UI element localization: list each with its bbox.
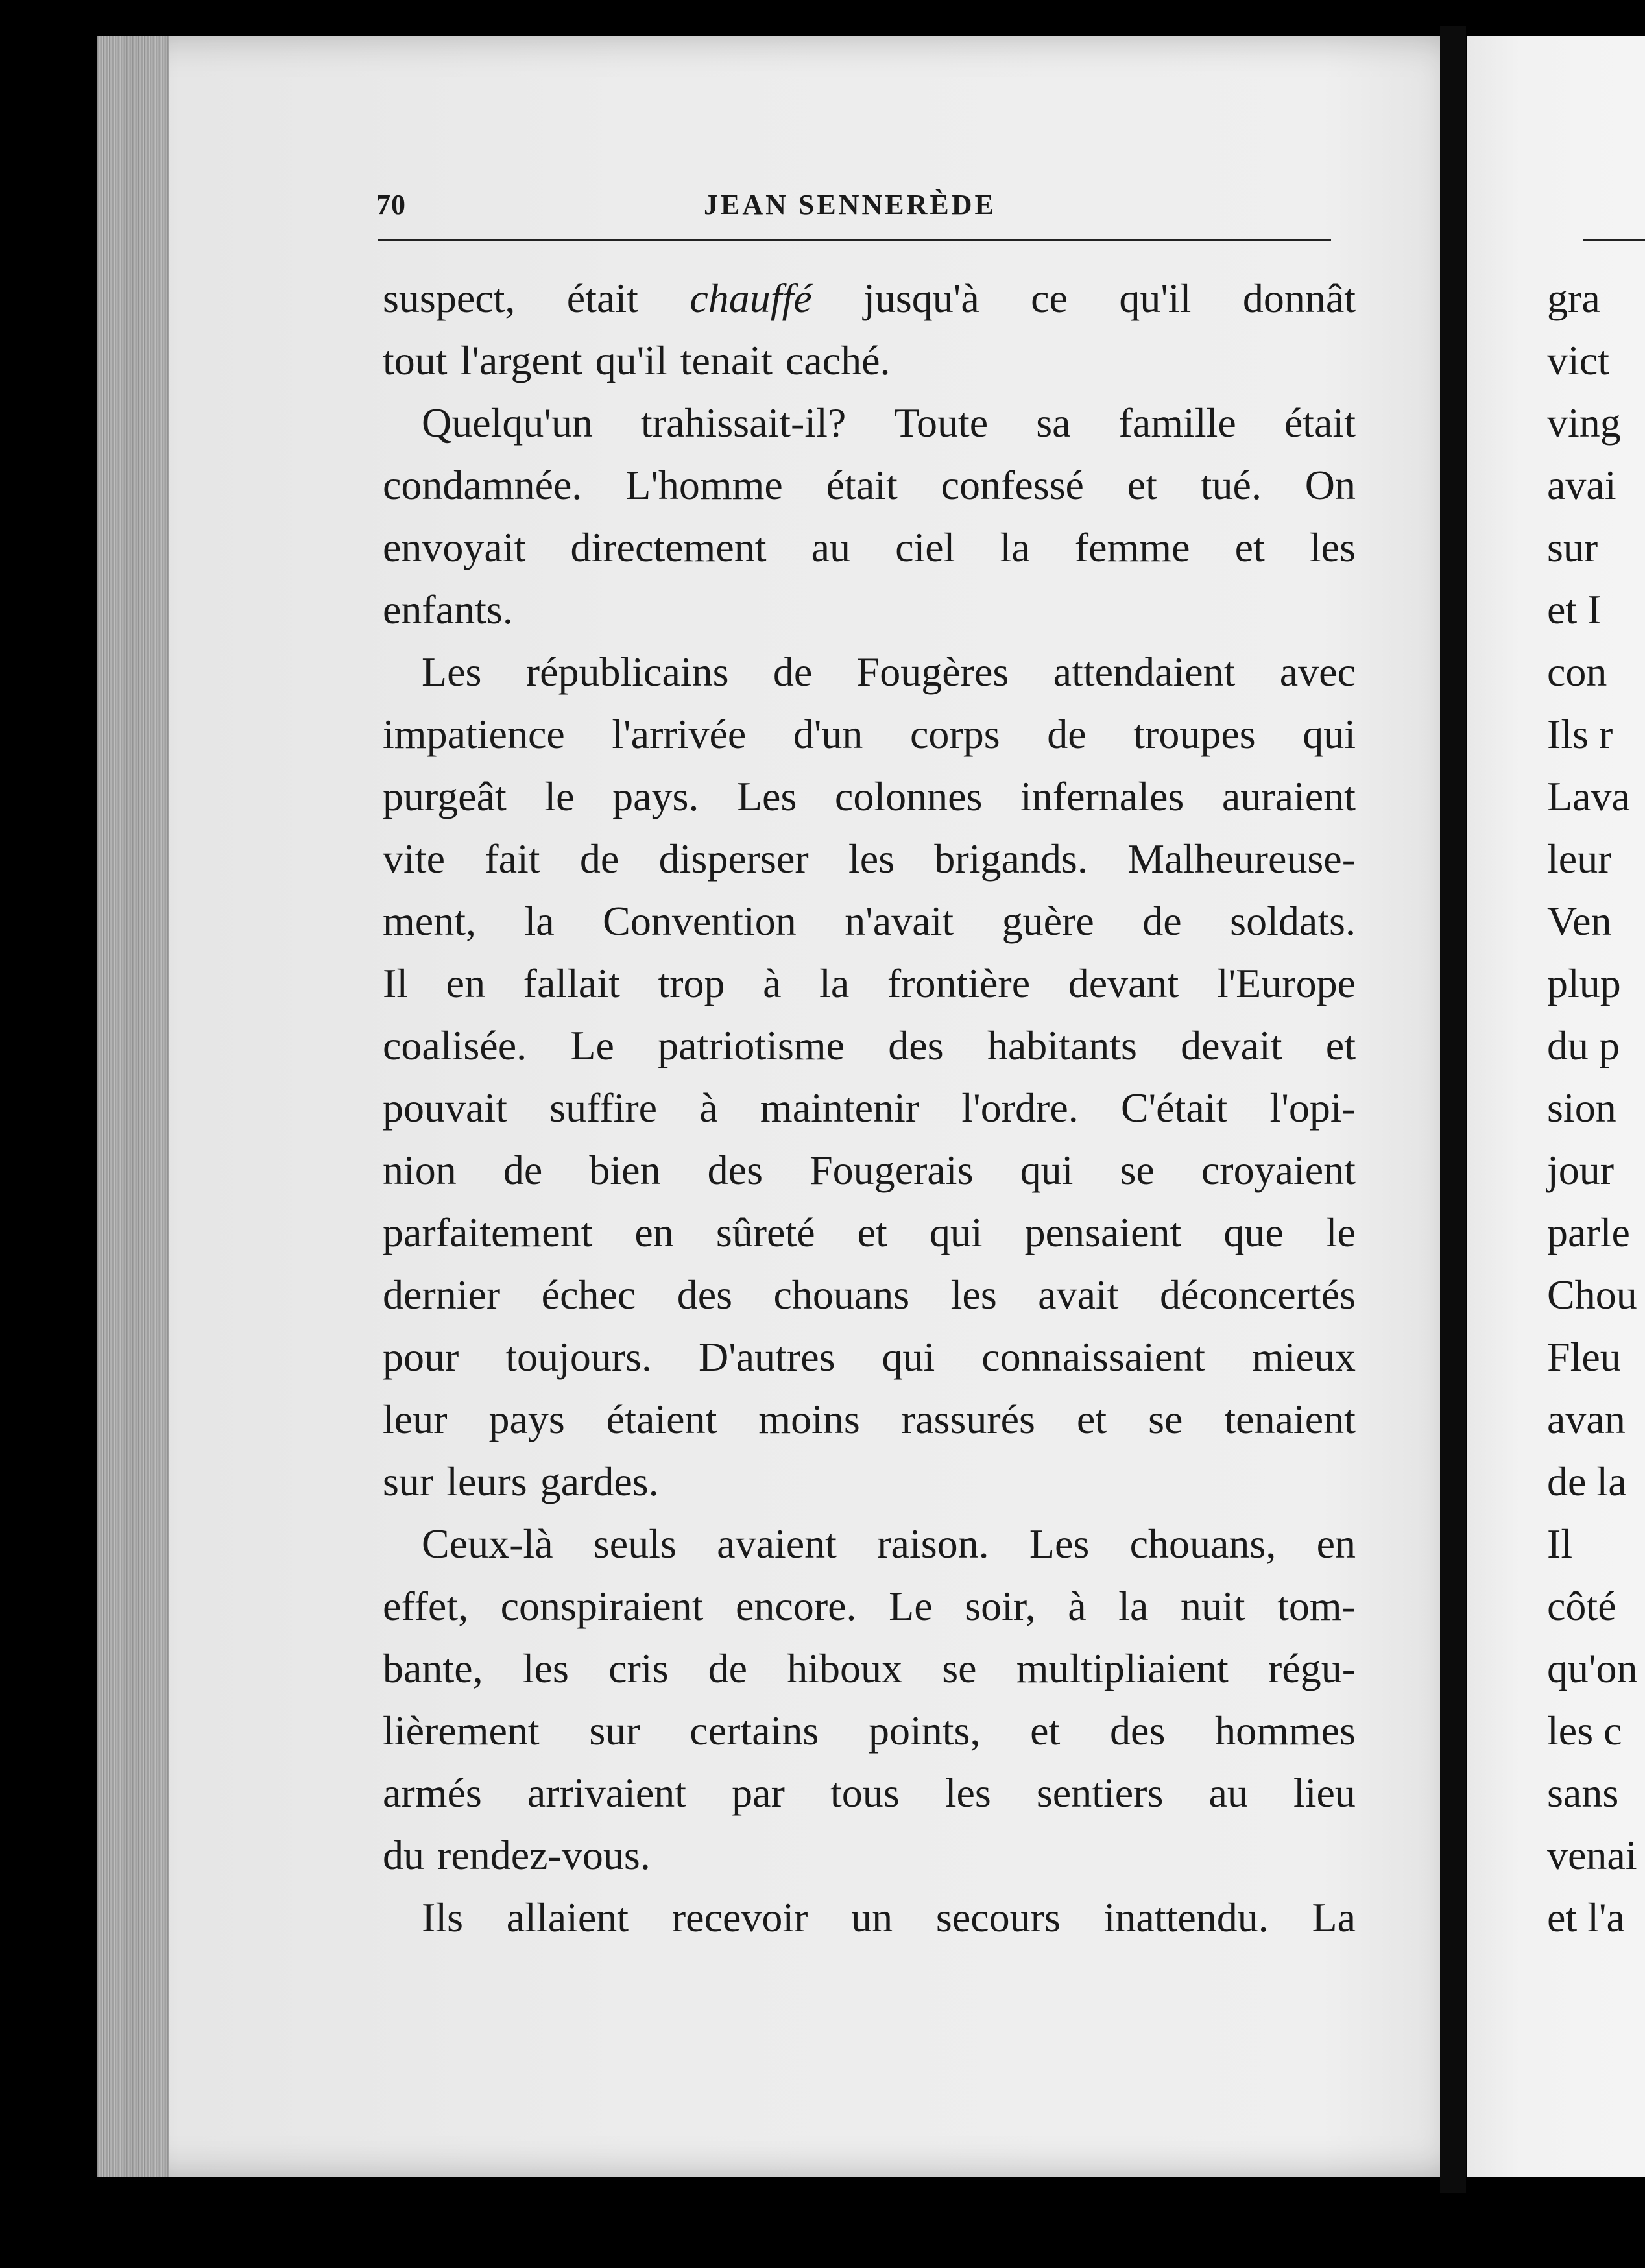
word: Malheureuse-: [1127, 836, 1356, 882]
text-line: [383, 641, 1356, 703]
word: conspiraient: [500, 1583, 704, 1629]
word: qui: [1020, 1147, 1074, 1193]
word: par: [732, 1770, 785, 1816]
word: jusqu'à: [863, 275, 979, 321]
word: pour: [383, 1334, 459, 1380]
word: au: [1208, 1770, 1248, 1816]
text-line: [383, 1077, 1356, 1139]
header-rule: [378, 239, 1331, 241]
word: auraient: [1221, 773, 1356, 819]
word: nuit: [1180, 1583, 1245, 1629]
word: régu-: [1267, 1645, 1356, 1691]
word: et: [1325, 1022, 1356, 1068]
word: et: [1030, 1707, 1061, 1754]
word: Ceux-là: [422, 1521, 553, 1567]
text-line: [383, 1388, 1356, 1451]
word: les: [944, 1770, 991, 1816]
word: sentiers: [1036, 1770, 1164, 1816]
word: pouvait: [383, 1085, 507, 1131]
word: l'opi-: [1269, 1085, 1356, 1131]
word: brigands.: [934, 836, 1088, 882]
word: ment,: [383, 898, 476, 944]
word: étaient: [606, 1396, 717, 1442]
word: et: [1127, 462, 1157, 508]
word: pensaient: [1024, 1209, 1182, 1255]
word: Fougères: [856, 649, 1009, 695]
word: à: [763, 960, 782, 1006]
word: lieu: [1293, 1770, 1356, 1816]
word: et: [1234, 524, 1265, 570]
word: devant: [1068, 960, 1179, 1006]
text-line: [383, 703, 1356, 766]
right-header-rule: [1583, 239, 1645, 241]
word: la: [1118, 1583, 1149, 1629]
word: parfaitement: [383, 1209, 593, 1255]
right-page-fragment: sans: [1547, 1770, 1619, 1816]
word: et: [857, 1209, 887, 1255]
word: croyaient: [1201, 1147, 1356, 1193]
word: enfants.: [383, 586, 513, 633]
right-page-fragment: vict: [1547, 337, 1609, 383]
right-page-fragment: qu'on: [1547, 1645, 1638, 1691]
word: certains: [690, 1707, 819, 1754]
word: ce: [1031, 275, 1068, 321]
text-line: [383, 1201, 1356, 1264]
word: de: [773, 649, 813, 695]
word: tenait: [680, 337, 773, 383]
word: la: [524, 898, 555, 944]
word: armés: [383, 1770, 482, 1816]
word: Les: [736, 773, 797, 819]
word: allaient: [506, 1894, 629, 1940]
word: pays.: [612, 773, 699, 819]
word: Les: [422, 649, 482, 695]
word: bante,: [383, 1645, 483, 1691]
word: à: [1068, 1583, 1087, 1629]
word: lièrement: [383, 1707, 540, 1754]
word: était: [1284, 400, 1356, 446]
word: frontière: [887, 960, 1031, 1006]
word: fait: [485, 836, 540, 882]
word: Toute: [894, 400, 989, 446]
running-title: JEAN SENNERÈDE: [704, 189, 996, 221]
word: corps: [910, 711, 1000, 757]
right-page-fragment: leur: [1547, 836, 1612, 882]
right-page-fragment: sion: [1547, 1085, 1616, 1131]
word: des: [888, 1022, 944, 1068]
word: les: [1309, 524, 1356, 570]
word: gardes.: [540, 1458, 659, 1504]
text-line: [383, 1700, 1356, 1762]
word: en: [446, 960, 486, 1006]
text-line: [383, 1824, 1356, 1887]
word: points,: [868, 1707, 981, 1754]
word: bien: [589, 1147, 661, 1193]
word: Le: [889, 1583, 933, 1629]
right-page-fragment: plup: [1547, 960, 1621, 1006]
word: condamnée.: [383, 462, 582, 508]
word: attendaient: [1053, 649, 1236, 695]
word: avait: [1038, 1272, 1119, 1318]
word: ciel: [895, 524, 955, 570]
word: On: [1304, 462, 1356, 508]
text-line: [383, 890, 1356, 952]
word: en: [1316, 1521, 1356, 1567]
word: L'homme: [625, 462, 783, 508]
word: seuls: [593, 1521, 677, 1567]
word: recevoir: [671, 1894, 808, 1940]
word: au: [811, 524, 850, 570]
text-line: [383, 1326, 1356, 1388]
text-line: [383, 1762, 1356, 1824]
page-header: [376, 182, 1343, 234]
word: inattendu.: [1103, 1894, 1269, 1940]
word: soir,: [965, 1583, 1036, 1629]
word: échec: [541, 1272, 636, 1318]
word: arrivaient: [527, 1770, 687, 1816]
word: Il: [383, 960, 409, 1006]
word: moins: [758, 1396, 860, 1442]
word: rassurés: [901, 1396, 1035, 1442]
word: qui: [1303, 711, 1356, 757]
right-page-fragment: ving: [1547, 400, 1621, 446]
word: raison.: [877, 1521, 989, 1567]
word: effet,: [383, 1583, 469, 1629]
word: des: [1110, 1707, 1166, 1754]
word: l'arrivée: [612, 711, 747, 757]
word: la: [819, 960, 850, 1006]
word: toujours.: [505, 1334, 653, 1380]
word: n'avait: [845, 898, 954, 944]
word: Ils: [422, 1894, 463, 1940]
right-page-fragment: Lava: [1547, 773, 1630, 819]
word: les: [950, 1272, 997, 1318]
word: patriotisme: [658, 1022, 845, 1068]
word: hommes: [1215, 1707, 1356, 1754]
word: Les: [1029, 1521, 1090, 1567]
word: se: [1120, 1147, 1155, 1193]
word: envoyait: [383, 524, 526, 570]
word: de: [503, 1147, 543, 1193]
word: la: [1000, 524, 1030, 570]
word: tenaient: [1224, 1396, 1356, 1442]
word: Fougerais: [810, 1147, 974, 1193]
word: D'autres: [699, 1334, 835, 1380]
text-line: [383, 516, 1356, 579]
word: directement: [570, 524, 767, 570]
word: et: [1076, 1396, 1107, 1442]
word: que: [1223, 1209, 1284, 1255]
text-line: [383, 330, 1356, 392]
word: La: [1312, 1894, 1356, 1940]
right-page-fragment: con: [1547, 649, 1607, 695]
word: se: [942, 1645, 977, 1691]
word: l'argent: [460, 337, 582, 383]
right-page-text: [1547, 267, 1638, 1949]
word: secours: [935, 1894, 1061, 1940]
word: Convention: [603, 898, 797, 944]
text-line: [383, 1015, 1356, 1077]
right-page-fragment: de la: [1547, 1458, 1627, 1504]
word: des: [707, 1147, 763, 1193]
word: purgeât: [383, 773, 507, 819]
word: Le: [570, 1022, 614, 1068]
word: troupes: [1133, 711, 1256, 757]
word: d'un: [793, 711, 863, 757]
word: guère: [1002, 898, 1094, 944]
word: les: [848, 836, 895, 882]
word: avaient: [717, 1521, 837, 1567]
word: femme: [1074, 524, 1190, 570]
text-line: [383, 1513, 1356, 1575]
right-page-fragment: gra: [1547, 275, 1600, 321]
text-line: [383, 1637, 1356, 1700]
word: donnât: [1242, 275, 1356, 321]
text-line: [383, 267, 1356, 330]
word: du: [383, 1832, 424, 1878]
word: trahissait-il?: [640, 400, 847, 446]
word: coalisée.: [383, 1022, 527, 1068]
word: Quelqu'un: [422, 400, 593, 446]
text-line: [383, 1575, 1356, 1637]
word: sur: [589, 1707, 640, 1754]
right-page-fragment: sur: [1547, 524, 1598, 570]
word: dernier: [383, 1272, 501, 1318]
word: les: [522, 1645, 569, 1691]
page-number: 70: [376, 189, 406, 221]
word: cris: [608, 1645, 669, 1691]
word: un: [851, 1894, 893, 1940]
word: de: [1142, 898, 1182, 944]
word: était: [566, 275, 638, 321]
right-page-fragment: et l'a: [1547, 1894, 1625, 1940]
right-page-fragment: Il: [1547, 1521, 1573, 1567]
word: nion: [383, 1147, 457, 1193]
text-line: [383, 766, 1356, 828]
word: leur: [383, 1396, 448, 1442]
right-page-fragment: parle: [1547, 1209, 1630, 1255]
text-line: [383, 392, 1356, 454]
word: tué.: [1200, 462, 1262, 508]
word: chouans,: [1129, 1521, 1277, 1567]
word: des: [677, 1272, 733, 1318]
word: hiboux: [787, 1645, 903, 1691]
text-line: [383, 828, 1356, 890]
word: l'ordre.: [961, 1085, 1079, 1131]
page-edges: [97, 36, 169, 2177]
word: rendez-vous.: [437, 1832, 651, 1878]
word: tom-: [1277, 1583, 1356, 1629]
right-page-fragment: Ils r: [1547, 711, 1613, 757]
text-line: [383, 579, 1356, 641]
body-text: [383, 267, 1356, 1949]
right-page-fragment: les c: [1547, 1707, 1622, 1754]
word: vite: [383, 836, 445, 882]
word: chauffé: [690, 275, 812, 321]
word: devait: [1181, 1022, 1282, 1068]
right-page-fragment: avai: [1547, 462, 1616, 508]
right-page-fragment: venai: [1547, 1832, 1637, 1878]
word: tous: [830, 1770, 900, 1816]
word: famille: [1118, 400, 1236, 446]
word: suffire: [549, 1085, 658, 1131]
text-line: [383, 1887, 1356, 1949]
word: était: [826, 462, 898, 508]
right-page-fragment: Chou: [1547, 1272, 1637, 1318]
word: habitants: [987, 1022, 1137, 1068]
word: avec: [1279, 649, 1356, 695]
word: en: [634, 1209, 674, 1255]
text-line: [383, 1139, 1356, 1201]
word: disperser: [658, 836, 809, 882]
word: encore.: [736, 1583, 857, 1629]
right-page-fragment: du p: [1547, 1022, 1620, 1068]
word: maintenir: [760, 1085, 920, 1131]
word: pays: [488, 1396, 565, 1442]
word: impatience: [383, 711, 565, 757]
word: confessé: [941, 462, 1084, 508]
word: déconcertés: [1159, 1272, 1356, 1318]
word: qu'il: [1119, 275, 1192, 321]
word: qui: [882, 1334, 935, 1380]
word: de: [708, 1645, 748, 1691]
word: à: [699, 1085, 718, 1131]
word: républicains: [525, 649, 729, 695]
right-page-fragment: Ven: [1547, 898, 1612, 944]
word: chouans: [773, 1272, 910, 1318]
word: le: [1325, 1209, 1356, 1255]
word: de: [579, 836, 619, 882]
word: infernales: [1020, 773, 1184, 819]
word: l'Europe: [1216, 960, 1356, 1006]
word: le: [544, 773, 575, 819]
right-page-fragment: côté: [1547, 1583, 1616, 1629]
right-page-fragment: Fleu: [1547, 1334, 1621, 1380]
word: sa: [1036, 400, 1071, 446]
word: caché.: [785, 337, 891, 383]
word: fallait: [523, 960, 620, 1006]
word: suspect,: [383, 275, 516, 321]
word: colonnes: [834, 773, 983, 819]
text-line: [383, 952, 1356, 1015]
word: qui: [929, 1209, 983, 1255]
book-gutter: [1440, 26, 1466, 2193]
text-line: [383, 454, 1356, 516]
word: connaissaient: [981, 1334, 1206, 1380]
right-page-fragment: avan: [1547, 1396, 1626, 1442]
word: multipliaient: [1016, 1645, 1229, 1691]
word: se: [1148, 1396, 1183, 1442]
word: qu'il: [595, 337, 667, 383]
word: sûreté: [715, 1209, 815, 1255]
word: C'était: [1120, 1085, 1228, 1131]
word: mieux: [1251, 1334, 1356, 1380]
word: soldats.: [1230, 898, 1356, 944]
right-page-fragment: jour: [1547, 1147, 1615, 1193]
word: tout: [383, 337, 448, 383]
word: leurs: [446, 1458, 527, 1504]
word: de: [1047, 711, 1087, 757]
word: sur: [383, 1458, 434, 1504]
text-line: [383, 1264, 1356, 1326]
right-page-fragment: et I: [1547, 586, 1602, 633]
word: trop: [658, 960, 725, 1006]
text-line: [383, 1451, 1356, 1513]
